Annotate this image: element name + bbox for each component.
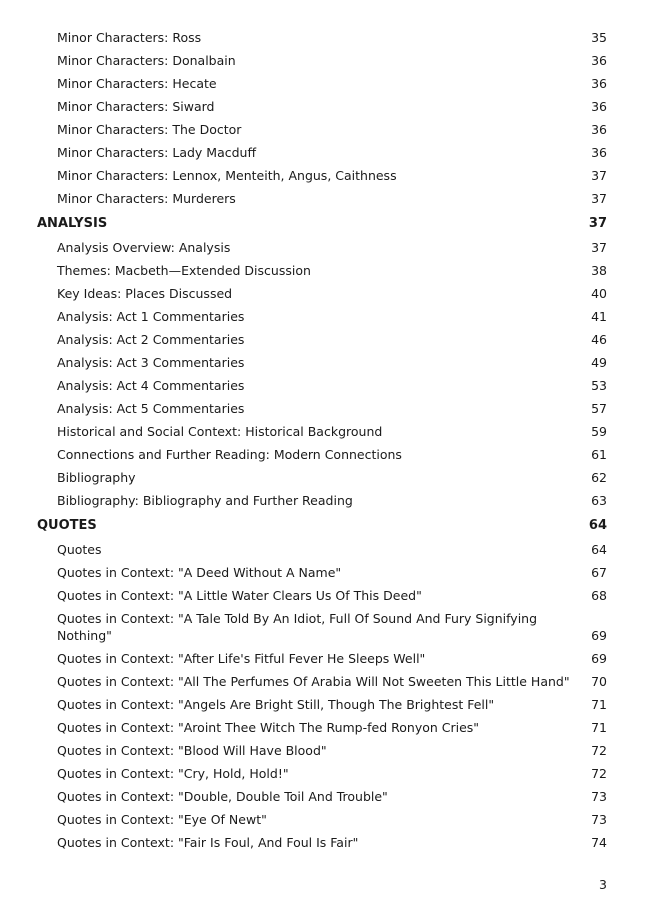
toc-entry-page-number: 63 bbox=[591, 493, 607, 508]
toc-entry-page-number: 57 bbox=[591, 401, 607, 416]
toc-entry-label: Minor Characters: Lennox, Menteith, Angus, Caithness bbox=[57, 168, 397, 183]
toc-entry bbox=[37, 144, 607, 161]
toc-entry-page-number: 35 bbox=[591, 30, 607, 45]
toc-entry bbox=[37, 446, 607, 463]
toc-entry-label: Quotes in Context: "All The Perfumes Of Arabia Will Not Sweeten This Little Hand" bbox=[57, 674, 570, 689]
toc-entry-page-number: 37 bbox=[591, 240, 607, 255]
toc-entry bbox=[37, 492, 607, 509]
toc-entry-label: Minor Characters: The Doctor bbox=[57, 122, 242, 137]
toc-entry bbox=[37, 239, 607, 256]
toc-entry-page-number: 69 bbox=[591, 651, 607, 666]
table-of-contents bbox=[37, 29, 607, 851]
toc-entry-label: Quotes in Context: "Double, Double Toil And Trouble" bbox=[57, 789, 388, 804]
toc-entry-page-number: 41 bbox=[591, 309, 607, 324]
toc-entry bbox=[37, 423, 607, 440]
toc-entry-label: Quotes in Context: "Angels Are Bright Still, Though The Brightest Fell" bbox=[57, 697, 495, 712]
toc-entry-label: Analysis: Act 4 Commentaries bbox=[57, 378, 245, 393]
toc-entry bbox=[37, 541, 607, 558]
toc-entry bbox=[37, 811, 607, 828]
toc-entry-label: Analysis Overview: Analysis bbox=[57, 240, 231, 255]
toc-entry bbox=[37, 469, 607, 486]
toc-entry-label: Bibliography: Bibliography and Further Reading bbox=[57, 493, 353, 508]
toc-section-title: ANALYSIS bbox=[37, 216, 108, 231]
toc-entry-label: Key Ideas: Places Discussed bbox=[57, 286, 233, 301]
toc-entry-page-number: 37 bbox=[591, 168, 607, 183]
toc-entry-label: Analysis: Act 2 Commentaries bbox=[57, 332, 245, 347]
toc-entry bbox=[37, 610, 607, 644]
toc-entry-page-number: 37 bbox=[591, 191, 607, 206]
toc-entry-label: Minor Characters: Lady Macduff bbox=[57, 145, 257, 160]
toc-section-header bbox=[37, 517, 607, 535]
toc-entry-label: Quotes in Context: "Blood Will Have Blood" bbox=[57, 743, 327, 758]
toc-entry-page-number: 40 bbox=[591, 286, 607, 301]
toc-entry bbox=[37, 262, 607, 279]
toc-entry-page-number: 68 bbox=[591, 588, 607, 603]
toc-entry-label: Quotes in Context: "Eye Of Newt" bbox=[57, 812, 267, 827]
toc-entry-page-number: 72 bbox=[591, 743, 607, 758]
toc-entry bbox=[37, 765, 607, 782]
toc-entry bbox=[37, 29, 607, 46]
toc-entry bbox=[37, 400, 607, 417]
toc-entry bbox=[37, 190, 607, 207]
toc-entry bbox=[37, 377, 607, 394]
toc-entry-page-number: 36 bbox=[591, 99, 607, 114]
toc-entry-page-number: 38 bbox=[591, 263, 607, 278]
toc-entry bbox=[37, 98, 607, 115]
toc-entry-label: Minor Characters: Murderers bbox=[57, 191, 236, 206]
toc-entry-page-number: 73 bbox=[591, 789, 607, 804]
toc-entry-label: Analysis: Act 3 Commentaries bbox=[57, 355, 245, 370]
toc-entry-page-number: 53 bbox=[591, 378, 607, 393]
toc-entry-page-number: 73 bbox=[591, 812, 607, 827]
toc-entry-page-number: 71 bbox=[591, 720, 607, 735]
toc-entry-label: Quotes in Context: "Aroint Thee Witch The Rump-fed Ronyon Cries" bbox=[57, 720, 480, 735]
toc-section-title: QUOTES bbox=[37, 518, 97, 533]
toc-entry-label: Quotes bbox=[57, 542, 102, 557]
toc-entry bbox=[37, 673, 607, 690]
toc-section-header bbox=[37, 215, 607, 233]
toc-entry bbox=[37, 121, 607, 138]
toc-section-page-number: 64 bbox=[588, 518, 607, 533]
toc-section bbox=[37, 517, 607, 851]
toc-entry bbox=[37, 308, 607, 325]
toc-section bbox=[37, 29, 607, 207]
toc-entry-page-number: 36 bbox=[591, 122, 607, 137]
toc-entry-label: Quotes in Context: "Fair Is Foul, And Foul Is Fair" bbox=[57, 835, 359, 850]
toc-entry bbox=[37, 719, 607, 736]
toc-entry bbox=[37, 75, 607, 92]
toc-entry-label: Quotes in Context: "After Life's Fitful Fever He Sleeps Well" bbox=[57, 651, 426, 666]
toc-entry-page-number: 36 bbox=[591, 53, 607, 68]
toc-entry bbox=[37, 354, 607, 371]
toc-entry-page-number: 62 bbox=[591, 470, 607, 485]
toc-entry-page-number: 72 bbox=[591, 766, 607, 781]
toc-entry bbox=[37, 52, 607, 69]
toc-entry-label: Historical and Social Context: Historical Background bbox=[57, 424, 383, 439]
toc-entry-label: Themes: Macbeth—Extended Discussion bbox=[57, 263, 311, 278]
toc-entry-label: Quotes in Context: "A Little Water Clears Us Of This Deed" bbox=[57, 588, 422, 603]
toc-entry bbox=[37, 587, 607, 604]
toc-entry-label: Minor Characters: Siward bbox=[57, 99, 215, 114]
toc-entry-page-number: 69 bbox=[591, 628, 607, 643]
toc-entry bbox=[37, 167, 607, 184]
toc-entry-page-number: 49 bbox=[591, 355, 607, 370]
toc-entry bbox=[37, 696, 607, 713]
toc-entry-label: Analysis: Act 5 Commentaries bbox=[57, 401, 245, 416]
toc-entry bbox=[37, 564, 607, 581]
toc-section-page-number: 37 bbox=[588, 216, 607, 231]
toc-entry-page-number: 46 bbox=[591, 332, 607, 347]
toc-entry-page-number: 36 bbox=[591, 76, 607, 91]
toc-entry-page-number: 61 bbox=[591, 447, 607, 462]
toc-entry-label: Quotes in Context: "A Deed Without A Name" bbox=[57, 565, 342, 580]
toc-entry-label: Bibliography bbox=[57, 470, 136, 485]
toc-section bbox=[37, 215, 607, 509]
toc-entry-page-number: 74 bbox=[591, 835, 607, 850]
page-footer bbox=[599, 876, 607, 893]
toc-entry-label: Minor Characters: Ross bbox=[57, 30, 202, 45]
toc-entry bbox=[37, 650, 607, 667]
toc-entry-page-number: 71 bbox=[591, 697, 607, 712]
toc-entry-label: Analysis: Act 1 Commentaries bbox=[57, 309, 245, 324]
toc-entry bbox=[37, 285, 607, 302]
toc-entry-page-number: 64 bbox=[591, 542, 607, 557]
page-number: 3 bbox=[599, 877, 607, 892]
toc-entry-label: Connections and Further Reading: Modern Connections bbox=[57, 447, 402, 462]
toc-entry bbox=[37, 834, 607, 851]
toc-entry-page-number: 59 bbox=[591, 424, 607, 439]
toc-entry-page-number: 36 bbox=[591, 145, 607, 160]
toc-entry-label: Quotes in Context: "A Tale Told By An Idiot, Full Of Sound And Fury Signifying Nothing" bbox=[57, 611, 538, 643]
toc-entry-page-number: 70 bbox=[591, 674, 607, 689]
toc-entry bbox=[37, 788, 607, 805]
toc-entry-page-number: 67 bbox=[591, 565, 607, 580]
toc-entry bbox=[37, 742, 607, 759]
toc-entry-label: Quotes in Context: "Cry, Hold, Hold!" bbox=[57, 766, 289, 781]
toc-entry-label: Minor Characters: Donalbain bbox=[57, 53, 236, 68]
toc-entry bbox=[37, 331, 607, 348]
toc-entry-label: Minor Characters: Hecate bbox=[57, 76, 217, 91]
